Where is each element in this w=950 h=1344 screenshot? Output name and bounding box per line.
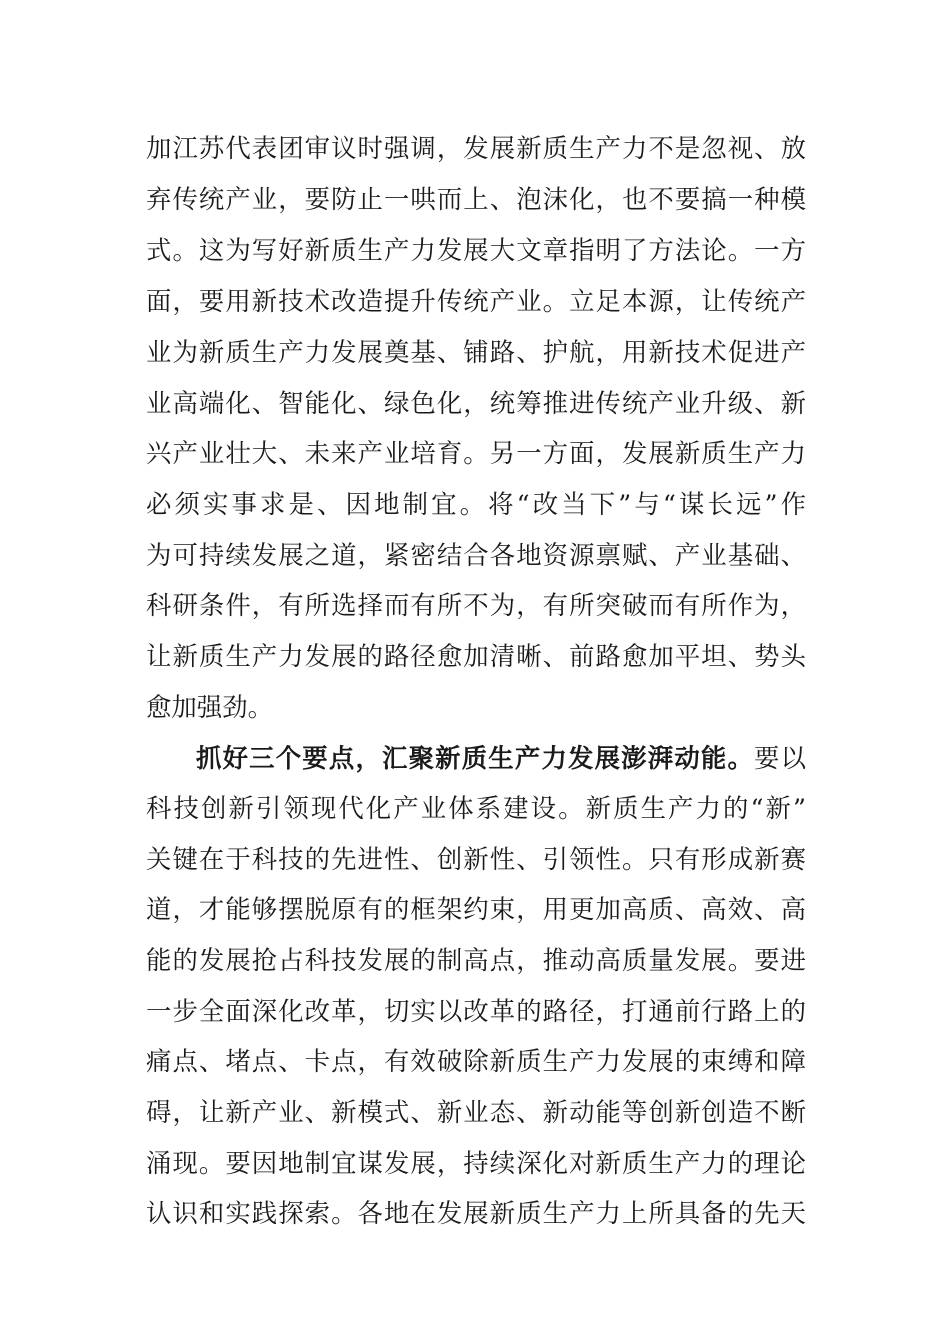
- paragraph-1-line-3: 式。这为写好新质生产力发展大文章指明了方法论。一方: [146, 235, 806, 265]
- paragraph-1-line-7: 兴产业壮大、未来产业培育。另一方面，发展新质生产力: [146, 438, 806, 468]
- paragraph-2-line-5: 能的发展抢占科技发展的制高点，推动高质量发展。要进: [146, 945, 806, 975]
- paragraph-1-line-12: 愈加强劲。: [146, 692, 273, 722]
- paragraph-2-first-line-rest: 要以: [754, 743, 807, 773]
- paragraph-2-line-6: 一步全面深化改革，切实以改革的路径，打通前行路上的: [146, 996, 806, 1026]
- paragraph-2-first-line: [196, 738, 806, 778]
- paragraph-2-line-8: 碍，让新产业、新模式、新业态、新动能等创新创造不断: [146, 1097, 806, 1127]
- paragraph-1-line-11: 让新质生产力发展的路径愈加清晰、前路愈加平坦、势头: [146, 641, 806, 671]
- paragraph-1-line-4: 面，要用新技术改造提升传统产业。立足本源，让传统产: [146, 286, 806, 316]
- paragraph-1-line-6: 业高端化、智能化、绿色化，统筹推进传统产业升级、新: [146, 388, 806, 418]
- paragraph-1-line-8: 必须实事求是、因地制宜。将“改当下”与“谋长远”作: [146, 489, 806, 519]
- paragraph-1-line-9: 为可持续发展之道，紧密结合各地资源禀赋、产业基础、: [146, 540, 806, 570]
- paragraph-2-line-10: 认识和实践探索。各地在发展新质生产力上所具备的先天: [146, 1198, 806, 1228]
- paragraph-2-line-3: 关键在于科技的先进性、创新性、引领性。只有形成新赛: [146, 844, 806, 874]
- paragraph-2-line-2: 科技创新引领现代化产业体系建设。新质生产力的“新”: [146, 793, 806, 823]
- paragraph-1-line-2: 弃传统产业，要防止一哄而上、泡沫化，也不要搞一种模: [146, 184, 806, 214]
- paragraph-2-heading: 抓好三个要点，汇聚新质生产力发展澎湃动能。: [196, 743, 755, 773]
- paragraph-1-line-5: 业为新质生产力发展奠基、铺路、护航，用新技术促进产: [146, 337, 806, 367]
- paragraph-2-line-7: 痛点、堵点、卡点，有效破除新质生产力发展的束缚和障: [146, 1046, 806, 1076]
- paragraph-1-line-10: 科研条件，有所选择而有所不为，有所突破而有所作为，: [146, 590, 806, 620]
- paragraph-2-line-9: 涌现。要因地制宜谋发展，持续深化对新质生产力的理论: [146, 1148, 806, 1178]
- paragraph-1-line-1: 加江苏代表团审议时强调，发展新质生产力不是忽视、放: [146, 133, 806, 163]
- paragraph-2-line-4: 道，才能够摆脱原有的框架约束，用更加高质、高效、高: [146, 894, 806, 924]
